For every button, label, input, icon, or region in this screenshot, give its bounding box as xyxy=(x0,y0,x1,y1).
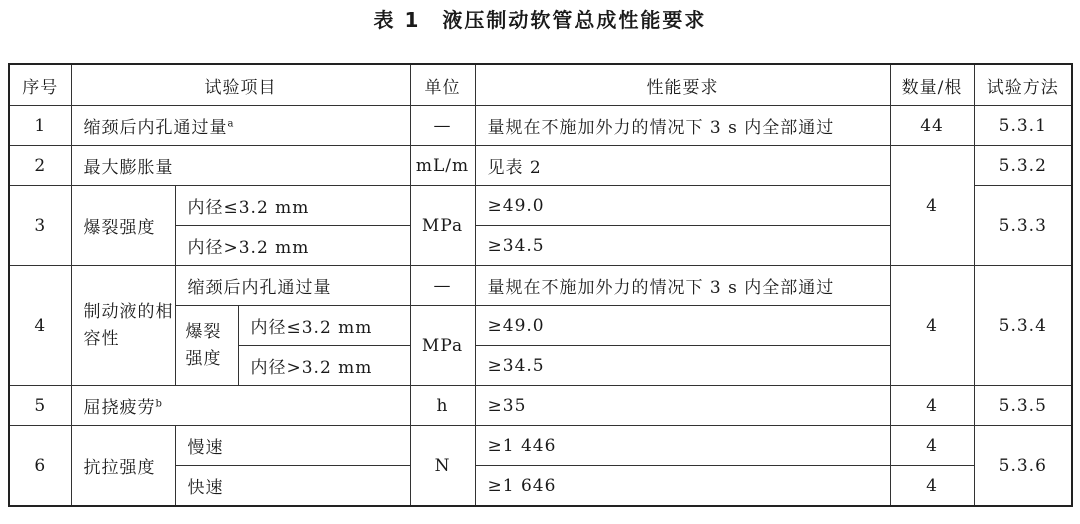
item-cell: 爆裂强度 xyxy=(71,186,175,266)
requirement-cell: 量规在不施加外力的情况下 3 s 内全部通过 xyxy=(475,266,890,306)
item-label: 缩颈后内孔通过量 xyxy=(83,118,228,138)
method-cell: 5.3.1 xyxy=(974,106,1072,146)
item-cell: 制动液的相容性 xyxy=(71,266,175,386)
unit-cell: — xyxy=(410,266,475,306)
table-row xyxy=(9,146,1072,186)
seq-cell: 2 xyxy=(9,146,71,186)
unit-cell: MPa xyxy=(410,306,475,386)
requirement-cell: 见表 2 xyxy=(475,146,890,186)
quantity-cell: 4 xyxy=(890,466,974,507)
requirement-cell: ≥34.5 xyxy=(475,346,890,386)
subitem-cell: 慢速 xyxy=(175,426,410,466)
performance-requirements-table xyxy=(8,63,1073,507)
subitem-cell: 内径>3.2 mm xyxy=(175,226,410,266)
item-cell xyxy=(71,386,410,426)
requirement-cell: ≥35 xyxy=(475,386,890,426)
method-cell: 5.3.3 xyxy=(974,186,1072,266)
subitem-cell: 快速 xyxy=(175,466,410,507)
requirement-cell: ≥34.5 xyxy=(475,226,890,266)
table-row xyxy=(9,266,1072,306)
header-item: 试验项目 xyxy=(71,64,410,106)
quantity-cell: 4 xyxy=(890,146,974,266)
requirement-cell: 量规在不施加外力的情况下 3 s 内全部通过 xyxy=(475,106,890,146)
header-seq: 序号 xyxy=(9,64,71,106)
footnote-mark: a xyxy=(227,118,235,130)
requirement-cell: ≥49.0 xyxy=(475,306,890,346)
method-cell: 5.3.5 xyxy=(974,386,1072,426)
table-title: 表 1 液压制动软管总成性能要求 xyxy=(373,8,707,32)
quantity-cell: 44 xyxy=(890,106,974,146)
subitem-cell: 内径≤3.2 mm xyxy=(238,306,410,346)
header-method: 试验方法 xyxy=(974,64,1072,106)
footnote-mark: b xyxy=(155,398,163,410)
header-unit: 单位 xyxy=(410,64,475,106)
table-row xyxy=(9,106,1072,146)
subitem-cell: 缩颈后内孔通过量 xyxy=(175,266,410,306)
item-cell: 抗拉强度 xyxy=(71,426,175,507)
unit-cell: N xyxy=(410,426,475,507)
header-requirement: 性能要求 xyxy=(475,64,890,106)
method-cell: 5.3.2 xyxy=(974,146,1072,186)
item-cell xyxy=(71,106,410,146)
subitem-cell: 内径>3.2 mm xyxy=(238,346,410,386)
table-row xyxy=(9,386,1072,426)
quantity-cell: 4 xyxy=(890,266,974,386)
method-cell: 5.3.4 xyxy=(974,266,1072,386)
quantity-cell: 4 xyxy=(890,386,974,426)
unit-cell: MPa xyxy=(410,186,475,266)
table-row xyxy=(9,426,1072,466)
unit-cell: — xyxy=(410,106,475,146)
subgroup-cell: 爆裂强度 xyxy=(175,306,238,386)
requirement-cell: ≥49.0 xyxy=(475,186,890,226)
unit-cell: mL/m xyxy=(410,146,475,186)
subitem-cell: 内径≤3.2 mm xyxy=(175,186,410,226)
item-label: 屈挠疲劳 xyxy=(83,398,156,418)
seq-cell: 6 xyxy=(9,426,71,507)
header-quantity: 数量/根 xyxy=(890,64,974,106)
method-cell: 5.3.6 xyxy=(974,426,1072,507)
requirement-cell: ≥1 646 xyxy=(475,466,890,507)
unit-cell: h xyxy=(410,386,475,426)
quantity-cell: 4 xyxy=(890,426,974,466)
seq-cell: 4 xyxy=(9,266,71,386)
seq-cell: 5 xyxy=(9,386,71,426)
requirement-cell: ≥1 446 xyxy=(475,426,890,466)
seq-cell: 3 xyxy=(9,186,71,266)
header-row xyxy=(9,64,1072,106)
seq-cell: 1 xyxy=(9,106,71,146)
item-cell: 最大膨胀量 xyxy=(71,146,410,186)
